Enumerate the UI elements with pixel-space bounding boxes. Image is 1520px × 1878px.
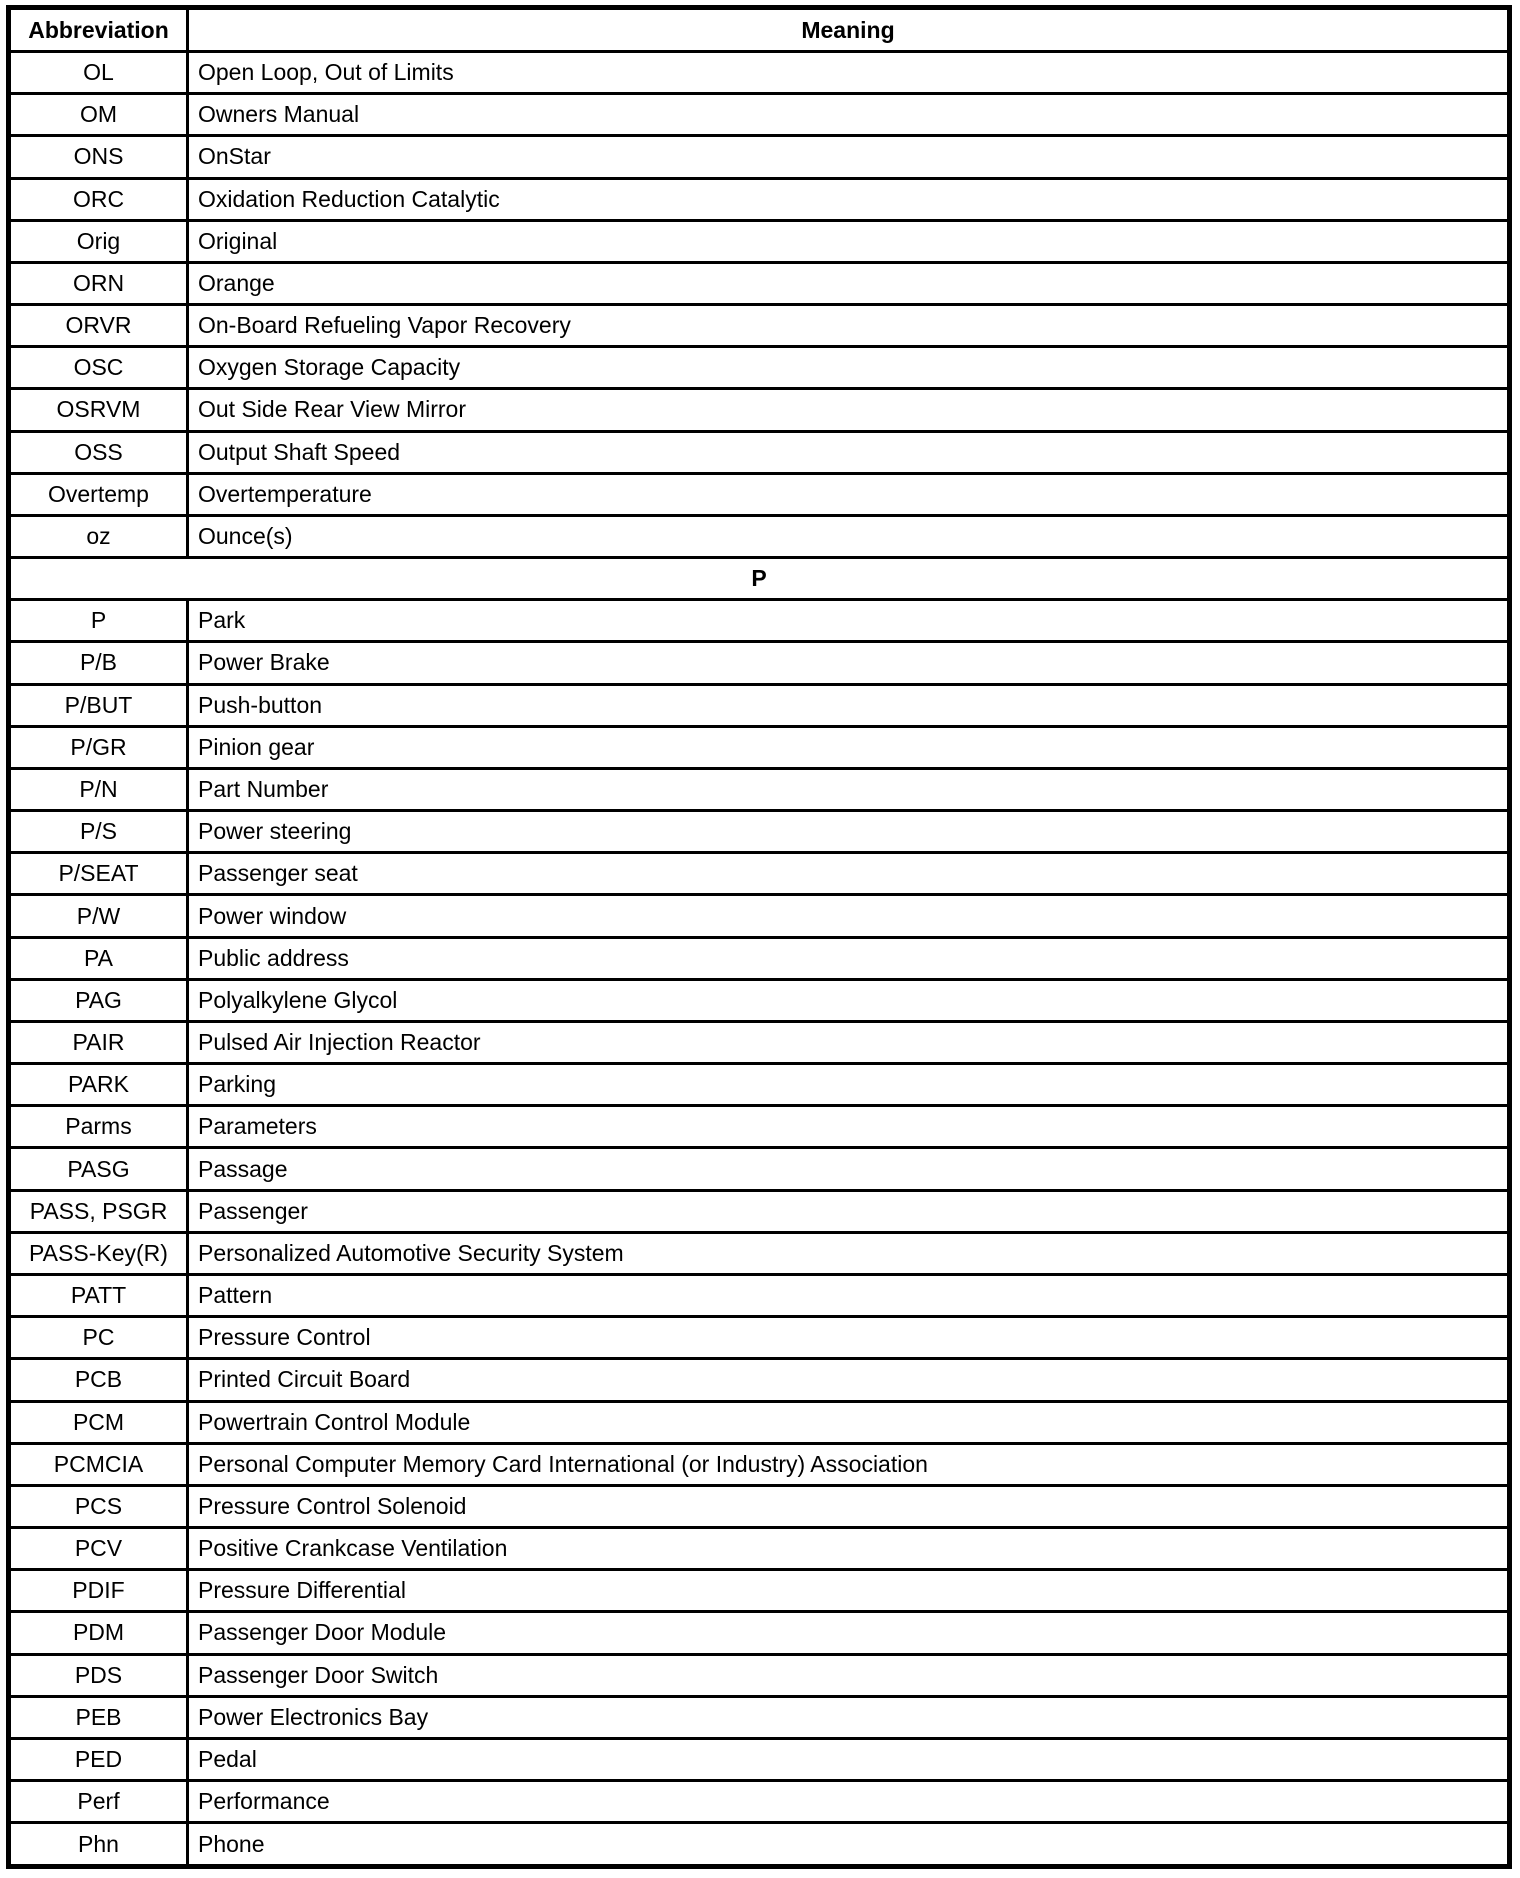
table-row <box>9 979 1510 1021</box>
column-header-abbreviation: Abbreviation <box>9 8 188 52</box>
abbreviation-cell: P/N <box>9 768 188 810</box>
abbreviation-cell: PCB <box>9 1359 188 1401</box>
abbreviation-cell: PC <box>9 1317 188 1359</box>
abbreviation-cell: P/BUT <box>9 684 188 726</box>
table-row <box>9 1190 1510 1232</box>
meaning-cell: Pedal <box>188 1738 1510 1780</box>
abbreviation-cell: ORN <box>9 262 188 304</box>
table-row <box>9 1274 1510 1316</box>
meaning-cell: Owners Manual <box>188 94 1510 136</box>
meaning-cell: Park <box>188 600 1510 642</box>
table-row <box>9 684 1510 726</box>
meaning-cell: Pressure Control Solenoid <box>188 1485 1510 1527</box>
abbreviation-cell: Perf <box>9 1781 188 1823</box>
meaning-cell: Power steering <box>188 811 1510 853</box>
abbreviation-cell: Overtemp <box>9 473 188 515</box>
abbreviation-cell: PCM <box>9 1401 188 1443</box>
meaning-cell: Overtemperature <box>188 473 1510 515</box>
meaning-cell: Original <box>188 220 1510 262</box>
meaning-cell: Output Shaft Speed <box>188 431 1510 473</box>
abbreviation-cell: OSC <box>9 347 188 389</box>
table-row <box>9 136 1510 178</box>
table-row <box>9 1528 1510 1570</box>
table-row <box>9 600 1510 642</box>
meaning-cell: Parameters <box>188 1106 1510 1148</box>
table-row <box>9 811 1510 853</box>
meaning-cell: Power Electronics Bay <box>188 1696 1510 1738</box>
meaning-cell: Open Loop, Out of Limits <box>188 52 1510 94</box>
table-row <box>9 1696 1510 1738</box>
abbreviation-cell: OSRVM <box>9 389 188 431</box>
meaning-cell: Passenger Door Switch <box>188 1654 1510 1696</box>
table-row <box>9 1359 1510 1401</box>
table-row <box>9 1570 1510 1612</box>
table-row <box>9 1232 1510 1274</box>
table-row <box>9 389 1510 431</box>
abbreviation-cell: PDM <box>9 1612 188 1654</box>
abbreviation-cell: P/S <box>9 811 188 853</box>
table-row <box>9 431 1510 473</box>
meaning-cell: Printed Circuit Board <box>188 1359 1510 1401</box>
abbreviation-cell: OM <box>9 94 188 136</box>
meaning-cell: Passenger seat <box>188 853 1510 895</box>
abbreviation-cell: P/GR <box>9 726 188 768</box>
meaning-cell: Power window <box>188 895 1510 937</box>
abbreviation-cell: Parms <box>9 1106 188 1148</box>
abbreviation-cell: PCS <box>9 1485 188 1527</box>
meaning-cell: Pulsed Air Injection Reactor <box>188 1021 1510 1063</box>
abbreviation-cell: OL <box>9 52 188 94</box>
meaning-cell: Passage <box>188 1148 1510 1190</box>
table-row <box>9 1106 1510 1148</box>
meaning-cell: OnStar <box>188 136 1510 178</box>
meaning-cell: Phone <box>188 1823 1510 1867</box>
table-header <box>9 8 1510 52</box>
meaning-cell: On-Board Refueling Vapor Recovery <box>188 305 1510 347</box>
abbreviation-cell: Orig <box>9 220 188 262</box>
table-row <box>9 1443 1510 1485</box>
abbreviation-cell: P <box>9 600 188 642</box>
table-row <box>9 1654 1510 1696</box>
table-row <box>9 1148 1510 1190</box>
abbreviation-cell: PDS <box>9 1654 188 1696</box>
table-row <box>9 1781 1510 1823</box>
abbreviation-cell: ONS <box>9 136 188 178</box>
table-row <box>9 1738 1510 1780</box>
abbreviation-cell: ORVR <box>9 305 188 347</box>
meaning-cell: Push-button <box>188 684 1510 726</box>
header-row <box>9 8 1510 52</box>
meaning-cell: Personal Computer Memory Card International (or Industry) Association <box>188 1443 1510 1485</box>
table-row <box>9 305 1510 347</box>
meaning-cell: Positive Crankcase Ventilation <box>188 1528 1510 1570</box>
meaning-cell: Power Brake <box>188 642 1510 684</box>
abbreviation-cell: OSS <box>9 431 188 473</box>
table-row <box>9 1485 1510 1527</box>
meaning-cell: Out Side Rear View Mirror <box>188 389 1510 431</box>
meaning-cell: Ounce(s) <box>188 515 1510 557</box>
meaning-cell: Pressure Control <box>188 1317 1510 1359</box>
table-row <box>9 1823 1510 1867</box>
abbreviation-cell: ORC <box>9 178 188 220</box>
table-row <box>9 642 1510 684</box>
meaning-cell: Public address <box>188 937 1510 979</box>
abbreviation-cell: PCMCIA <box>9 1443 188 1485</box>
meaning-cell: Pinion gear <box>188 726 1510 768</box>
table-row <box>9 178 1510 220</box>
abbreviation-cell: P/B <box>9 642 188 684</box>
abbreviation-cell: P/SEAT <box>9 853 188 895</box>
abbreviation-cell: PARK <box>9 1064 188 1106</box>
table-row <box>9 262 1510 304</box>
abbreviation-cell: PAG <box>9 979 188 1021</box>
table-row <box>9 895 1510 937</box>
column-header-meaning: Meaning <box>188 8 1510 52</box>
table-row <box>9 937 1510 979</box>
abbreviation-cell: PEB <box>9 1696 188 1738</box>
section-row <box>9 558 1510 600</box>
table-row <box>9 726 1510 768</box>
table-row <box>9 515 1510 557</box>
abbreviation-cell: PDIF <box>9 1570 188 1612</box>
meaning-cell: Oxygen Storage Capacity <box>188 347 1510 389</box>
abbreviation-cell: oz <box>9 515 188 557</box>
meaning-cell: Pattern <box>188 1274 1510 1316</box>
abbreviation-cell: PA <box>9 937 188 979</box>
table-row <box>9 853 1510 895</box>
abbreviation-cell: PATT <box>9 1274 188 1316</box>
section-header: P <box>9 558 1510 600</box>
table-row <box>9 94 1510 136</box>
meaning-cell: Oxidation Reduction Catalytic <box>188 178 1510 220</box>
meaning-cell: Orange <box>188 262 1510 304</box>
table-row <box>9 1401 1510 1443</box>
table-row <box>9 52 1510 94</box>
abbreviation-cell: PAIR <box>9 1021 188 1063</box>
meaning-cell: Personalized Automotive Security System <box>188 1232 1510 1274</box>
table-row <box>9 1317 1510 1359</box>
meaning-cell: Passenger Door Module <box>188 1612 1510 1654</box>
table-row <box>9 1064 1510 1106</box>
abbreviation-cell: PED <box>9 1738 188 1780</box>
table-row <box>9 1612 1510 1654</box>
table-row <box>9 1021 1510 1063</box>
table-body <box>9 52 1510 1867</box>
meaning-cell: Part Number <box>188 768 1510 810</box>
abbreviation-cell: PASS, PSGR <box>9 1190 188 1232</box>
meaning-cell: Polyalkylene Glycol <box>188 979 1510 1021</box>
meaning-cell: Passenger <box>188 1190 1510 1232</box>
abbreviation-cell: P/W <box>9 895 188 937</box>
abbreviation-cell: Phn <box>9 1823 188 1867</box>
table-row <box>9 220 1510 262</box>
table-row <box>9 347 1510 389</box>
meaning-cell: Pressure Differential <box>188 1570 1510 1612</box>
table-row <box>9 768 1510 810</box>
abbreviation-cell: PASG <box>9 1148 188 1190</box>
abbreviation-table <box>6 5 1512 1869</box>
abbreviation-cell: PCV <box>9 1528 188 1570</box>
abbreviation-cell: PASS-Key(R) <box>9 1232 188 1274</box>
meaning-cell: Parking <box>188 1064 1510 1106</box>
meaning-cell: Powertrain Control Module <box>188 1401 1510 1443</box>
meaning-cell: Performance <box>188 1781 1510 1823</box>
table-row <box>9 473 1510 515</box>
